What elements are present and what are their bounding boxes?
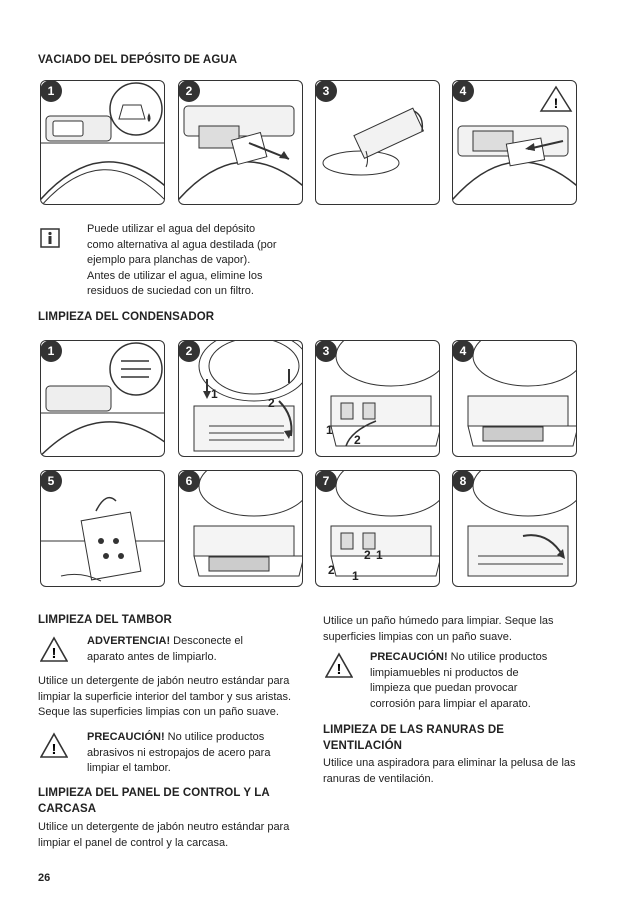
arrow-label: 1 — [326, 423, 333, 437]
info-icon — [40, 228, 60, 248]
step-badge: 2 — [182, 84, 204, 106]
section-title-condenser: LIMPIEZA DEL CONDENSADOR — [38, 311, 215, 323]
arrow-label: 2 — [268, 396, 275, 410]
step-badge: 1 — [44, 344, 66, 366]
right-body-text: Utilice un paño húmedo para limpiar. Seque las superficies limpias con un paño suave. — [323, 615, 554, 643]
step-badge: 1 — [44, 84, 66, 106]
step-badge: 6 — [182, 474, 204, 496]
svg-text:!: ! — [51, 741, 57, 758]
vents-body-text: Utilice una aspiradora para eliminar la pelusa de las ranuras de ventilación. — [323, 757, 576, 785]
section-title-control-panel: LIMPIEZA DEL PANEL DE CONTROL Y LA CARCASA — [38, 787, 270, 815]
section-title-drum: LIMPIEZA DEL TAMBOR — [38, 614, 172, 626]
info-note-text: Puede utilizar el agua del depósito como alternativa al agua destilada (por ejemplo para planchas de vapor). Antes de utilizar el agua, elimine los residuos de suciedad con un filtro. — [87, 223, 277, 297]
warning-icon — [40, 636, 68, 664]
control-panel-body-text: Utilice un detergente de jabón neutro estándar para limpiar el panel de control y la carcasa. — [38, 821, 290, 849]
caution-icon — [40, 732, 68, 760]
step-badge: 4 — [456, 84, 478, 106]
warning-text: ADVERTENCIA! Desconecte el aparato antes de limpiarlo. — [87, 635, 243, 663]
arrow-label: 1 — [211, 387, 218, 401]
step-badge: 8 — [456, 474, 478, 496]
step-badge: 3 — [319, 344, 341, 366]
step-badge: 5 — [44, 474, 66, 496]
step-badge: 7 — [319, 474, 341, 496]
step-badge: 2 — [182, 344, 204, 366]
section-title-water-tank: VACIADO DEL DEPÓSITO DE AGUA — [38, 54, 238, 66]
caution-text: PRECAUCIÓN! No utilice productos abrasivos ni estropajos de acero para limpiar el tambor. — [87, 731, 271, 774]
arrow-label: 2 — [354, 433, 361, 447]
step-badge: 4 — [456, 344, 478, 366]
caution-icon — [325, 652, 353, 680]
step-badge: 3 — [319, 84, 341, 106]
arrow-label: 2 — [328, 563, 335, 577]
arrow-label: 1 — [376, 548, 383, 562]
caution-text: PRECAUCIÓN! No utilice productos limpiamuebles ni productos de limpieza que puedan provocar corrosión para limpiar el aparato. — [370, 651, 548, 710]
arrow-label: 1 — [352, 569, 359, 583]
svg-text:!: ! — [336, 661, 342, 678]
drum-body-text: Utilice un detergente de jabón neutro estándar para limpiar la superficie interior del tambor y sus aristas. Seque las superficies limpias con un paño suave. — [38, 675, 292, 718]
svg-text:!: ! — [51, 645, 57, 662]
svg-text:!: ! — [553, 95, 559, 111]
arrow-label: 2 — [364, 548, 371, 562]
section-title-vents: LIMPIEZA DE LAS RANURAS DE VENTILACIÓN — [323, 724, 505, 752]
page-number: 26 — [38, 872, 51, 884]
